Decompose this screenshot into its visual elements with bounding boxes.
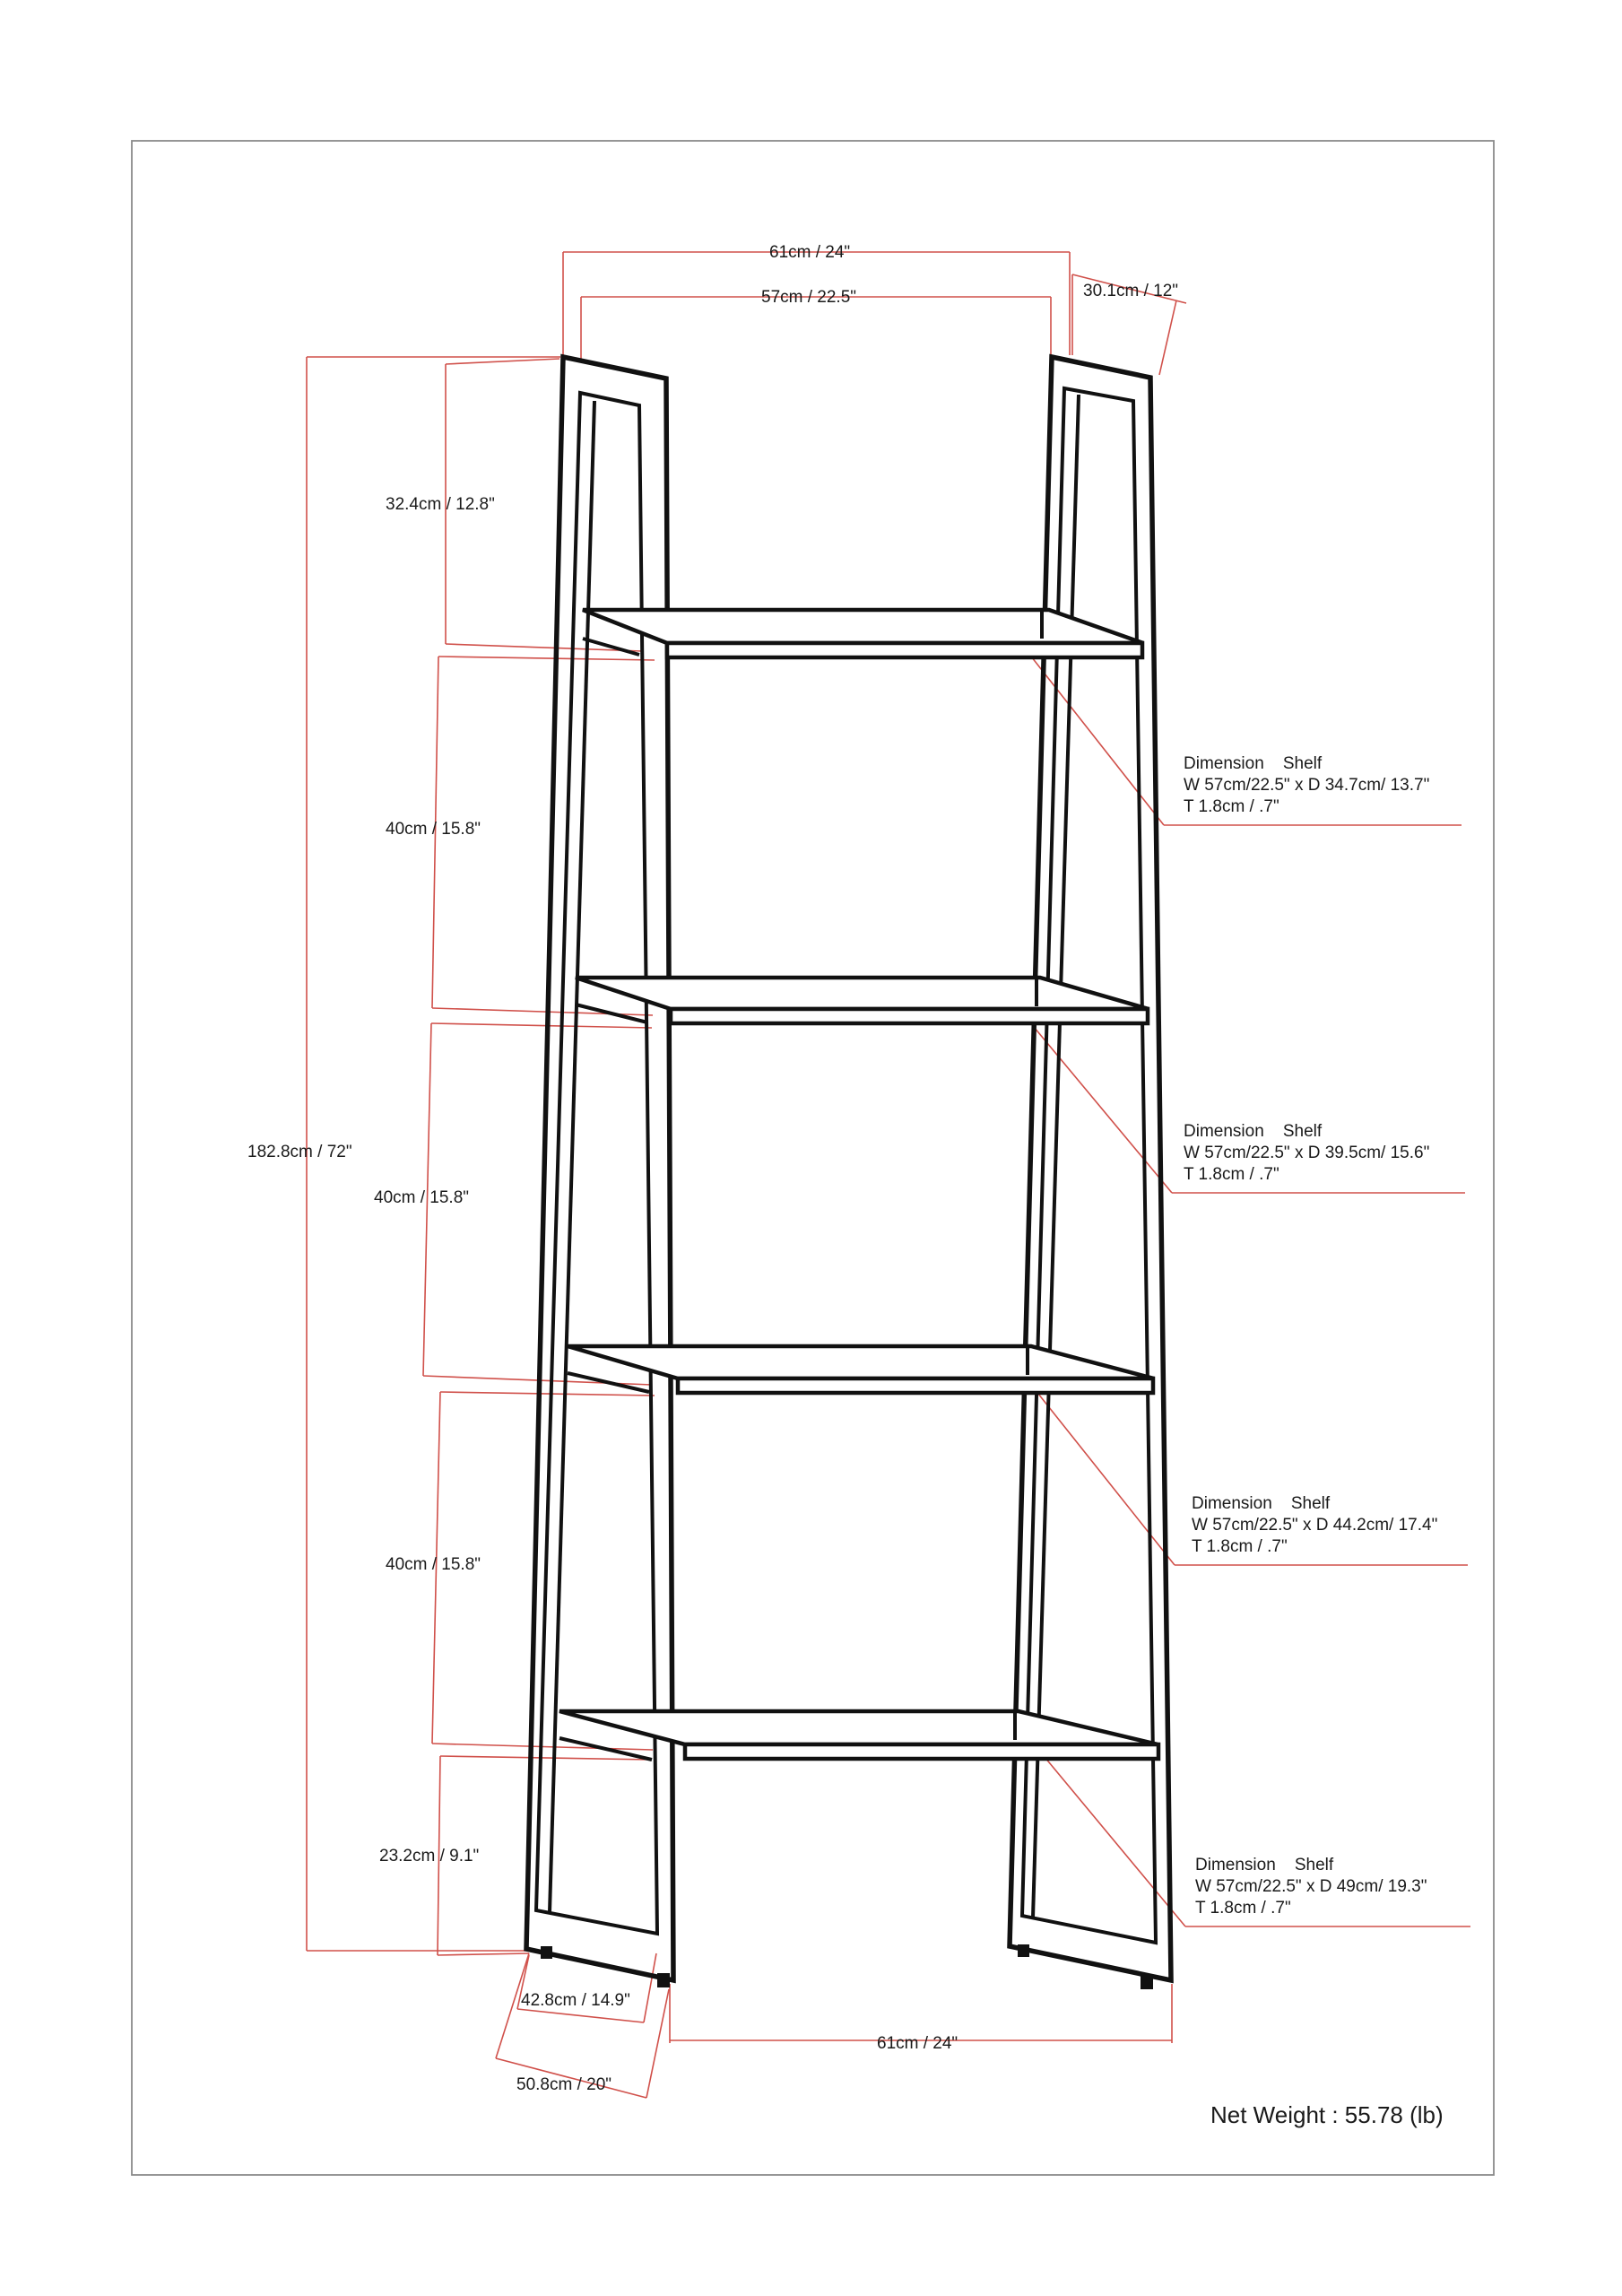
shelf-callout-4 [1195,1856,1427,1918]
label-gap-top: 32.4cm / 12.8" [386,495,495,514]
shelf-callout-size: W 57cm/22.5" x D 49cm/ 19.3" [1195,1877,1427,1896]
shelf-callout-thickness: T 1.8cm / .7" [1184,1165,1279,1184]
shelf-callout-1 [1184,754,1429,816]
shelf-callout-title: Dimension Shelf [1184,754,1323,773]
label-top-depth: 30.1cm / 12" [1083,282,1179,300]
dimension-labels [247,243,1178,2094]
shelf-callout-2 [1184,1122,1429,1184]
shelf-2 [576,978,1149,1023]
shelf-1 [583,610,1143,657]
shelf-callouts [1184,754,1437,1918]
shelf-callout-title: Dimension Shelf [1195,1856,1334,1874]
label-base-width: 61cm / 24" [877,2034,958,2053]
shelf-callout-size: W 57cm/22.5" x D 39.5cm/ 15.6" [1184,1144,1430,1162]
label-gap-3: 40cm / 15.8" [386,1555,481,1574]
shelf-4 [559,1711,1158,1760]
label-base-depth-inner: 42.8cm / 14.9" [521,1991,630,2010]
label-base-depth-outer: 50.8cm / 20" [516,2075,612,2094]
label-gap-2: 40cm / 15.8" [374,1188,470,1207]
shelf-callout-thickness: T 1.8cm / .7" [1192,1537,1288,1556]
shelf-callout-size: W 57cm/22.5" x D 44.2cm/ 17.4" [1192,1516,1438,1535]
shelf-3 [568,1346,1154,1393]
shelf-callout-size: W 57cm/22.5" x D 34.7cm/ 13.7" [1184,776,1430,795]
shelf-callout-thickness: T 1.8cm / .7" [1195,1899,1291,1918]
label-gap-1: 40cm / 15.8" [386,820,481,839]
shelf-callout-3 [1192,1494,1437,1556]
shelf-callout-title: Dimension Shelf [1192,1494,1331,1513]
label-overall-height: 182.8cm / 72" [247,1143,352,1161]
label-top-overall-width: 61cm / 24" [769,243,851,262]
shelf-callout-thickness: T 1.8cm / .7" [1184,797,1279,816]
shelf-callout-title: Dimension Shelf [1184,1122,1323,1141]
dimension-lines [307,252,1470,2098]
label-gap-bottom: 23.2cm / 9.1" [379,1847,480,1866]
label-top-inner-width: 57cm / 22.5" [761,288,857,307]
net-weight: Net Weight : 55.78 (lb) [1210,2101,1444,2128]
